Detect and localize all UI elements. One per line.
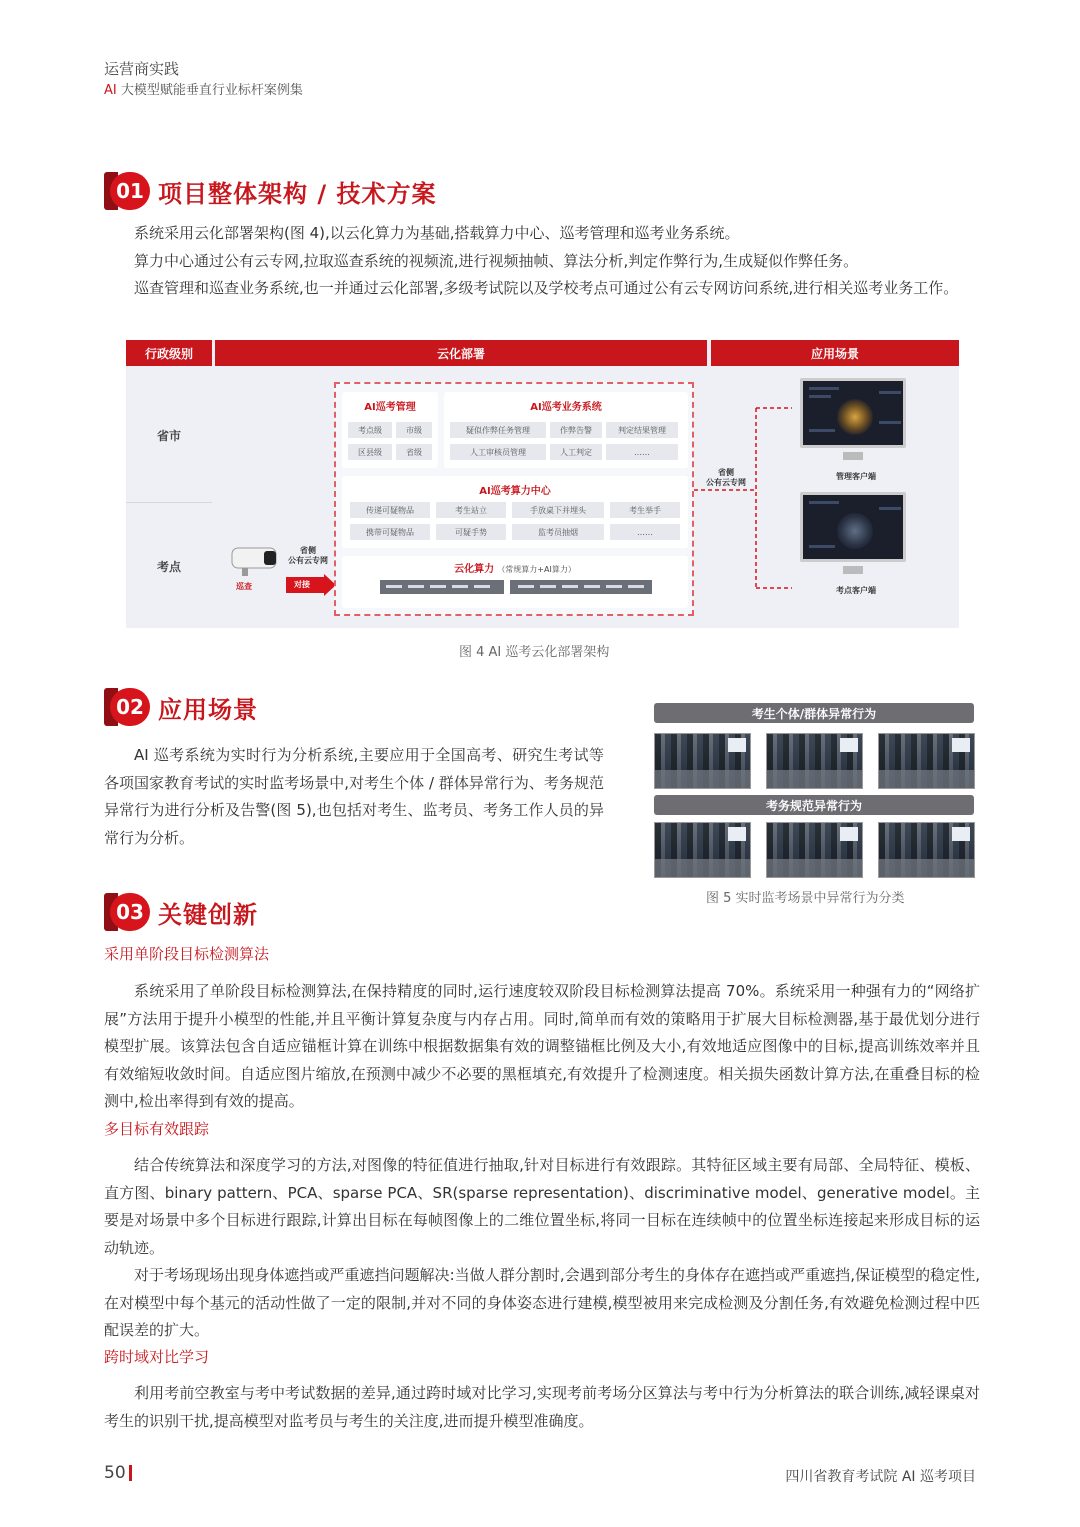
fig4-chip: 携带可疑物品 xyxy=(350,524,430,540)
fig4-chip: 判定结果管理 xyxy=(606,422,678,438)
fig4-chip: 市级 xyxy=(396,422,432,438)
fig4-net-left: 省侧 公有云专网 xyxy=(288,546,328,565)
section-01-para-3: 巡查管理和巡查业务系统,也一并通过云化部署,多级考试院以及学校考点可通过公有云专网访问系统,进行相关巡考业务工作。 xyxy=(134,279,959,297)
site-client-screen xyxy=(800,492,906,562)
section-02-heading xyxy=(104,688,258,726)
fig4-chip: 考生举手 xyxy=(610,502,680,518)
fig4-chip: 考生站立 xyxy=(436,502,506,518)
exam-room-photo xyxy=(766,733,863,789)
section-02-body xyxy=(104,742,604,852)
section-01-badge xyxy=(104,172,152,210)
management-client-screen xyxy=(800,378,906,448)
fig4-connector-lines xyxy=(694,400,794,600)
exam-room-photo xyxy=(878,733,975,789)
exam-room-photo xyxy=(654,822,751,878)
fig4-col-apps: 应用场景 xyxy=(711,340,959,366)
fig4-chip: 作弊告警 xyxy=(550,422,602,438)
subheading-cross-time: 跨时域对比学习 xyxy=(104,1348,210,1366)
figure-4-caption: 图 4 AI 巡考云化部署架构 xyxy=(459,645,610,660)
fig5-bar-candidate: 考生个体/群体异常行为 xyxy=(654,703,974,723)
fig4-cloud-area xyxy=(334,382,694,616)
fig4-chip: 传递可疑物品 xyxy=(350,502,430,518)
fig4-mgmt-box xyxy=(342,392,438,468)
figure-5-caption: 图 5 实时监考场景中异常行为分类 xyxy=(706,891,905,906)
section-03-badge xyxy=(104,893,152,931)
fig4-biz-title: AI巡考业务系统 xyxy=(530,402,602,413)
section-03-para-1: 系统采用了单阶段目标检测算法,在保持精度的同时,运行速度较双阶段目标检测算法提高 70%。系统采用一种强有力的“网络扩展”方法用于提升小模型的性能,并且平衡计算复杂度与内存占用。同时,简单而有效的策略用于扩展大目标检测器,基于最优划分进行模型扩展。该算法包含自适应锚框计算在训练中根据数据集有效的调整锚框比例及大小,有效地适应图像中的目标,提高训练效率并且有效缩短收敛时间。自适应图片缩放,在预测中减少不必要的黑框填充,有效提升了检测速度。相关损失函数计算方法,在重叠目标的检测中,检出率得到有效的提高。 xyxy=(104,982,980,1110)
fig4-chip: 可疑手势 xyxy=(436,524,506,540)
fig4-chip: …… xyxy=(606,444,678,460)
page-number: 50 xyxy=(104,1463,126,1483)
exam-room-photo xyxy=(766,822,863,878)
section-03-body-1 xyxy=(104,978,980,1116)
section-01-number: 01 xyxy=(110,172,150,210)
fig4-compute-box xyxy=(342,476,688,548)
fig4-chip: 人工审核员管理 xyxy=(450,444,546,460)
fig4-client-1: 管理客户端 xyxy=(836,472,876,481)
camera-icon xyxy=(228,544,282,578)
section-03-heading xyxy=(104,893,258,931)
fig4-row-province: 省市 xyxy=(156,428,181,443)
section-01-para-2: 算力中心通过公有云专网,拉取巡查系统的视频流,进行视频抽帧、算法分析,判定作弊行为,生成疑似作弊任务。 xyxy=(134,251,859,270)
section-01-body xyxy=(104,220,980,303)
fig4-chip: 监考员抽烟 xyxy=(512,524,604,540)
fig4-power-title: 云化算力 xyxy=(454,564,495,575)
fig4-compute-title: AI巡考算力中心 xyxy=(479,486,551,497)
footer-divider xyxy=(129,1465,132,1481)
fig4-cam-label: 巡查 xyxy=(236,582,252,591)
subtitle-ai: AI xyxy=(104,83,117,98)
fig4-chip: …… xyxy=(610,524,680,540)
section-02-number: 02 xyxy=(110,688,150,726)
section-03-para-2: 结合传统算法和深度学习的方法,对图像的特征值进行抽取,针对目标进行有效跟踪。其特征区域主要有局部、全局特征、模板、直方图、binary pattern、PCA、sparse PCA、SR(sparse representation)、discriminative model、generative model。主要是对场景中多个目标进行跟踪,计算出目标在每帧图像上的二维位置坐标,将同一目标在连续帧中的位置坐标连接起来形成目标的运动轨迹。 xyxy=(104,1156,980,1257)
fig4-chip: 手放桌下并埋头 xyxy=(512,502,604,518)
fig4-chip: 省级 xyxy=(396,444,432,460)
subheading-single-stage: 采用单阶段目标检测算法 xyxy=(104,945,270,963)
section-03-body-2 xyxy=(104,1152,980,1345)
subtitle-rest: 大模型赋能垂直行业标杆案例集 xyxy=(116,83,303,98)
section-01-para-1: 系统采用云化部署架构(图 4),以云化算力为基础,搭载算力中心、巡考管理和巡考业务系统。 xyxy=(134,224,740,242)
section-03-title: 关键创新 xyxy=(158,900,258,929)
publication-title: 运营商实践 xyxy=(104,60,180,78)
section-02-para: AI 巡考系统为实时行为分析系统,主要应用于全国高考、研究生考试等各项国家教育考试的实时监考场景中,对考生个体 / 群体异常行为、考务规范异常行为进行分析及告警(图 5),也包括对考生、监考员、考务工作人员的异常行为分析。 xyxy=(104,746,604,847)
section-02-badge xyxy=(104,688,152,726)
fig4-biz-box xyxy=(444,392,688,468)
exam-room-photo xyxy=(654,733,751,789)
subheading-multi-target: 多目标有效跟踪 xyxy=(104,1120,210,1138)
fig4-client-2: 考点客户端 xyxy=(836,586,876,595)
fig4-mgmt-title: AI巡考管理 xyxy=(364,402,416,413)
section-02-title: 应用场景 xyxy=(158,695,258,724)
footer-project-title: 四川省教育考试院 AI 巡考项目 xyxy=(785,1469,976,1485)
fig4-cloud-power-box xyxy=(342,556,688,608)
section-03-body-3 xyxy=(104,1380,980,1435)
section-03-para-4: 利用考前空教室与考中考试数据的差异,通过跨时域对比学习,实现考前考场分区算法与考中行为分析算法的联合训练,减轻课桌对考生的识别干扰,提高模型对监考员与考生的关注度,进而提升模型准确度。 xyxy=(104,1384,980,1430)
fig4-row-site: 考点 xyxy=(156,559,181,574)
fig4-col-cloud: 云化部署 xyxy=(215,340,707,366)
figure-4-architecture xyxy=(126,340,959,628)
section-01-heading xyxy=(104,172,436,210)
fig4-chip: 考点级 xyxy=(348,422,392,438)
fig4-net-right: 省侧 公有云专网 xyxy=(706,468,746,487)
publication-subtitle xyxy=(104,79,303,98)
fig4-chip: 人工判定 xyxy=(550,444,602,460)
section-03-number: 03 xyxy=(110,893,150,931)
fig4-col-admin: 行政级别 xyxy=(126,340,212,366)
fig4-chip: 区县级 xyxy=(348,444,392,460)
section-01-title: 项目整体架构 / 技术方案 xyxy=(158,179,437,208)
fig4-chip: 疑似作弊任务管理 xyxy=(450,422,546,438)
fig4-push-label: 对接 xyxy=(294,580,310,589)
section-03-para-3: 对于考场现场出现身体遮挡或严重遮挡问题解决:当做人群分割时,会遇到部分考生的身体存在遮挡或严重遮挡,保证模型的稳定性,在对模型中每个基元的活动性做了一定的限制,并对不同的身体姿态进行建模,模型被用来完成检测及分割任务,有效避免检测过程中匹配误差的扩大。 xyxy=(104,1266,980,1339)
server-rack-icon xyxy=(380,578,652,596)
exam-room-photo xyxy=(878,822,975,878)
fig4-power-note: （常规算力+AI算力） xyxy=(497,565,576,574)
fig5-bar-staff: 考务规范异常行为 xyxy=(654,795,974,815)
